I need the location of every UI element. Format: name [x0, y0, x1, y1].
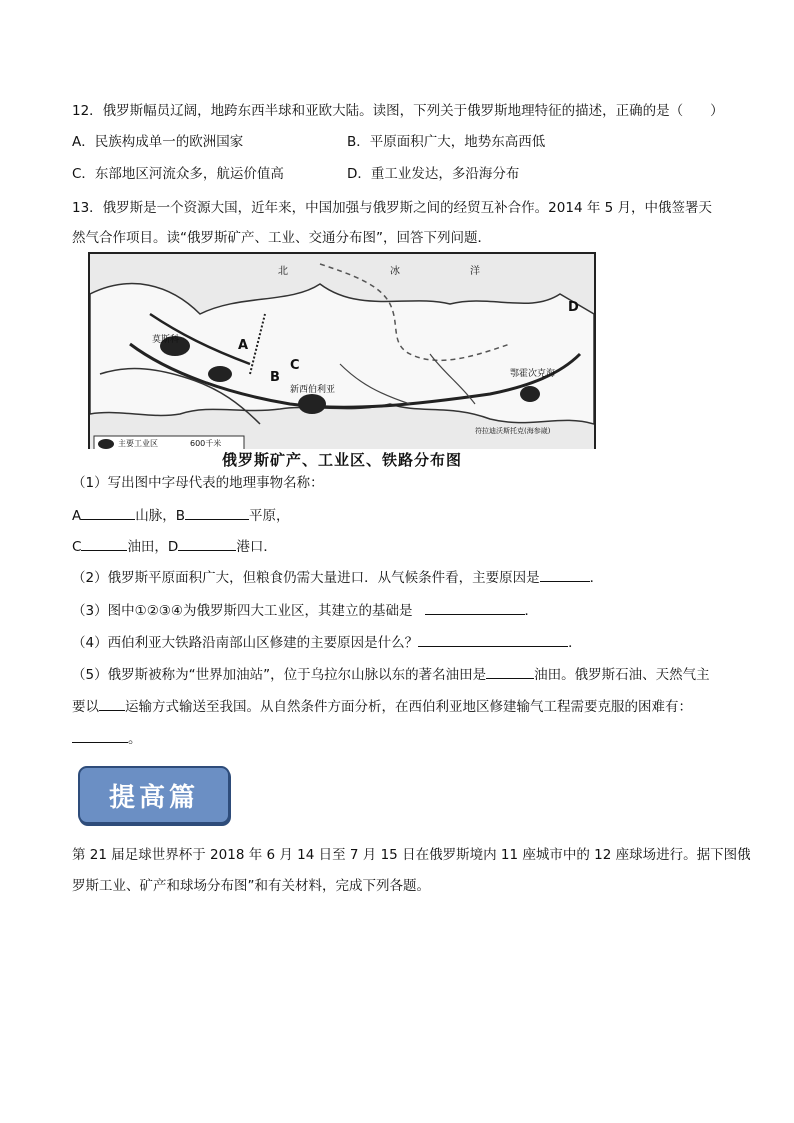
map-letter-a: A [238, 338, 249, 353]
q13-sub3-blank[interactable] [425, 600, 525, 615]
q13-stem-line1: 13．俄罗斯是一个资源大国，近年来，中国加强与俄罗斯之间的经贸互补合作。2014 年 5 月，中俄签署天 [72, 200, 712, 216]
russia-map [88, 252, 596, 456]
q13-sub4-text: （4）西伯利亚大铁路沿南部山区修建的主要原因是什么？ [72, 635, 419, 651]
q13-sub1-a-prefix: A [72, 508, 82, 524]
q13-sub1-d-suffix: 港口． [236, 539, 277, 555]
map-letter-d: D [568, 300, 579, 315]
q13-stem-line2: 然气合作项目。读“俄罗斯矿产、工业、交通分布图”，回答下列问题． [72, 230, 491, 246]
q13-sub1-b-suffix: 平原， [249, 508, 290, 524]
map-label-okhotsk: 鄂霍次克海 [510, 369, 556, 379]
q13-answer-d-blank[interactable] [178, 536, 236, 551]
q13-answer-b-blank[interactable] [185, 505, 249, 520]
q13-sub5-p3-end: 。 [128, 731, 142, 747]
q13-sub5-p2b: 运输方式输送至我国。从自然条件方面分析，在西伯利亚地区修建输气工程需要克服的困难有： [125, 699, 692, 715]
worldcup-line2: 罗斯工业、矿产和球场分布图”和有关材料，完成下列各题。 [72, 878, 430, 894]
q13-sub2-end: ． [589, 570, 604, 586]
worldcup-line1: 第 21 届足球世界杯于 2018 年 6 月 14 日至 7 月 15 日在俄罗斯境内 11 座城市中的 12 座球场进行。据下图俄 [72, 847, 751, 863]
map-label-north: 北 [278, 266, 288, 277]
map-label-vladivostok: 符拉迪沃斯托克(海参崴) [475, 427, 551, 435]
map-label-moscow: 莫斯科 [152, 335, 180, 345]
q13-sub5-p2a: 要以 [72, 699, 99, 715]
q13-sub3 [72, 600, 538, 621]
q12-option-a[interactable]: A．民族构成单一的欧洲国家 [72, 134, 244, 150]
map-caption: 俄罗斯矿产、工业区、铁路分布图 [88, 449, 596, 470]
q13-sub5-line3 [72, 728, 142, 749]
q13-sub4-blank[interactable] [418, 632, 568, 647]
q13-sub5-line1 [72, 664, 710, 685]
q13-sub3-end: ． [524, 603, 538, 619]
russia-map-drawing [90, 254, 594, 454]
section-badge: 提高篇 [78, 766, 230, 824]
q13-sub2 [72, 567, 603, 588]
q13-sub4 [72, 632, 582, 653]
map-letter-c: C [290, 358, 300, 373]
q12-option-b[interactable]: B．平原面积广大，地势东高西低 [347, 134, 546, 150]
q13-sub1-a-suffix: 山脉，B [135, 508, 186, 524]
q13-sub3-text: （3）图中①②③④为俄罗斯四大工业区，其建立的基础是 [72, 603, 413, 619]
q13-sub5-p1: （5）俄罗斯被称为“世界加油站”，位于乌拉尔山脉以东的著名油田是 [72, 667, 487, 683]
q13-answer-c-blank[interactable] [81, 536, 127, 551]
map-label-ice: 冰 [390, 266, 400, 277]
q13-sub2-blank[interactable] [540, 567, 590, 582]
q13-sub4-end: ． [568, 635, 582, 651]
q13-sub1-intro: （1）写出图中字母代表的地理事物名称： [72, 475, 324, 491]
q12-option-d[interactable]: D．重工业发达，多沿海分布 [347, 166, 520, 182]
q13-sub5-transport-blank[interactable] [99, 696, 125, 711]
q13-sub2-text: （2）俄罗斯平原面积广大，但粮食仍需大量进口．从气候条件看，主要原因是 [72, 570, 540, 586]
map-label-novosibirsk: 新西伯利亚 [290, 385, 336, 395]
q13-answer-a-blank[interactable] [81, 505, 135, 520]
q13-sub1-c-suffix: 油田，D [127, 539, 179, 555]
q13-sub1-line-cd [72, 536, 277, 557]
q12-option-c[interactable]: C．东部地区河流众多，航运价值高 [72, 166, 284, 182]
q13-sub5-difficulty-blank[interactable] [72, 728, 128, 743]
q13-sub1-line-ab [72, 505, 290, 526]
q13-sub5-oilfield-blank[interactable] [486, 664, 534, 679]
q13-sub5-line2 [72, 696, 692, 717]
q13-sub5-p1-end: 油田。俄罗斯石油、天然气主 [534, 667, 710, 683]
map-legend-industry: 主要工业区 [118, 439, 158, 448]
map-label-ocean: 洋 [470, 266, 480, 277]
map-legend-scale: 600千米 [190, 439, 222, 448]
q12-stem: 12．俄罗斯幅员辽阔，地跨东西半球和亚欧大陆。读图，下列关于俄罗斯地理特征的描述，正确的是（ ） [72, 103, 724, 119]
q13-sub1-c-prefix: C [72, 539, 82, 555]
map-letter-b: B [270, 370, 280, 385]
